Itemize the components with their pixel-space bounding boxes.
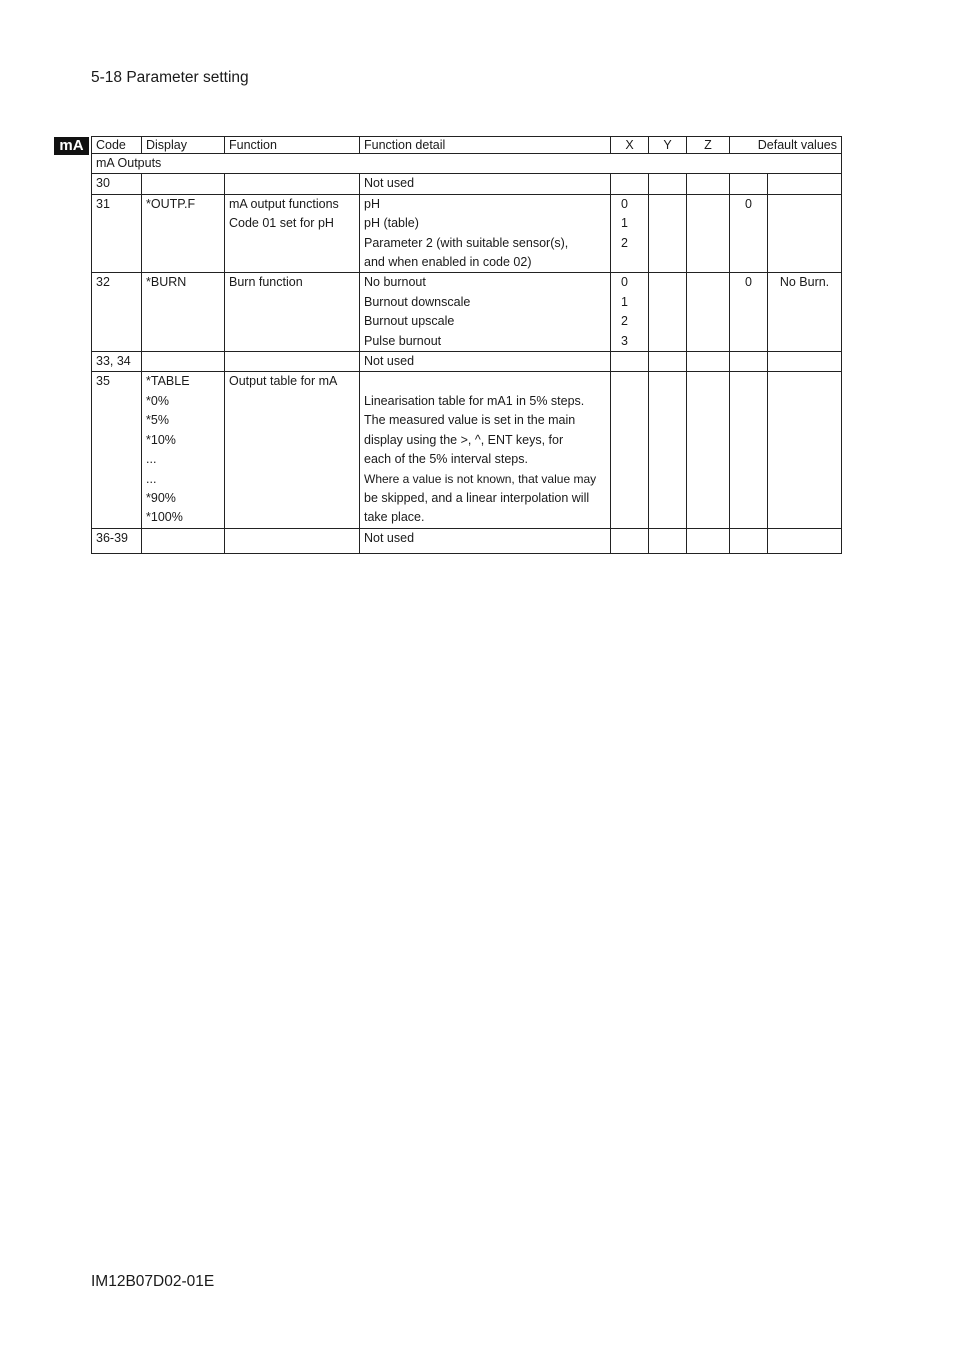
x-value: 1 bbox=[621, 216, 628, 231]
cell-display bbox=[142, 352, 225, 372]
cell-default-value bbox=[730, 352, 768, 372]
cell-function: Output table for mA bbox=[225, 372, 360, 528]
cell-x bbox=[611, 174, 649, 194]
cell-default-value bbox=[730, 372, 768, 528]
display-line: *0% bbox=[146, 393, 169, 408]
cell-z bbox=[687, 273, 730, 352]
detail-line bbox=[364, 372, 606, 391]
display-line: ... bbox=[146, 452, 157, 467]
group-title: mA Outputs bbox=[92, 154, 842, 174]
cell-detail bbox=[360, 372, 611, 528]
cell-detail: Not used bbox=[360, 528, 611, 553]
cell-function bbox=[225, 528, 360, 553]
cell-y bbox=[649, 528, 687, 553]
cell-y bbox=[649, 352, 687, 372]
cell-display bbox=[142, 372, 225, 528]
table-row bbox=[92, 352, 842, 372]
function-line: Code 01 set for pH bbox=[229, 216, 334, 231]
cell-z bbox=[687, 372, 730, 528]
display-line: ... bbox=[146, 471, 157, 486]
document-id: IM12B07D02-01E bbox=[91, 1273, 215, 1290]
display-line: *5% bbox=[146, 413, 169, 428]
detail-line: take place. bbox=[364, 510, 425, 525]
display-line: *100% bbox=[146, 510, 183, 525]
cell-y bbox=[649, 194, 687, 273]
detail-line: pH bbox=[364, 196, 380, 211]
header-function: Function bbox=[225, 137, 360, 154]
page-title: 5-18 Parameter setting bbox=[91, 69, 249, 86]
cell-default-text: No Burn. bbox=[768, 273, 842, 352]
table-row bbox=[92, 174, 842, 194]
cell-code: 33, 34 bbox=[92, 352, 142, 372]
detail-line: No burnout bbox=[364, 275, 426, 290]
table-row bbox=[92, 528, 842, 553]
table-group-row bbox=[92, 154, 842, 174]
cell-x bbox=[611, 372, 649, 528]
cell-code: 31 bbox=[92, 194, 142, 273]
cell-code: 32 bbox=[92, 273, 142, 352]
display-line: *90% bbox=[146, 490, 176, 505]
cell-detail: Not used bbox=[360, 174, 611, 194]
display-line: *10% bbox=[146, 432, 176, 447]
cell-default-text bbox=[768, 352, 842, 372]
cell-x bbox=[611, 528, 649, 553]
header-y: Y bbox=[649, 137, 687, 154]
cell-y bbox=[649, 372, 687, 528]
detail-line: The measured value is set in the main bbox=[364, 413, 576, 428]
detail-line: and when enabled in code 02) bbox=[364, 255, 532, 270]
detail-line: display using the >, ^, ENT keys, for bbox=[364, 432, 564, 447]
cell-display bbox=[142, 174, 225, 194]
cell-default-text bbox=[768, 194, 842, 273]
x-value: 0 bbox=[621, 196, 628, 211]
cell-code: 35 bbox=[92, 372, 142, 528]
x-value: 0 bbox=[621, 275, 628, 290]
detail-line: each of the 5% interval steps. bbox=[364, 452, 528, 467]
header-default-values: Default values bbox=[730, 137, 842, 154]
cell-z bbox=[687, 194, 730, 273]
detail-line: Burnout upscale bbox=[364, 314, 455, 329]
cell-default-value: 0 bbox=[730, 194, 768, 273]
cell-detail bbox=[360, 194, 611, 273]
cell-display: *OUTP.F bbox=[142, 194, 225, 273]
detail-line: Pulse burnout bbox=[364, 333, 442, 348]
table-row bbox=[92, 273, 842, 352]
cell-z bbox=[687, 352, 730, 372]
cell-z bbox=[687, 528, 730, 553]
cell-y bbox=[649, 273, 687, 352]
cell-z bbox=[687, 174, 730, 194]
x-value: 2 bbox=[621, 235, 628, 250]
header-code: Code bbox=[92, 137, 142, 154]
cell-default-text bbox=[768, 174, 842, 194]
cell-default-value bbox=[730, 174, 768, 194]
cell-function bbox=[225, 174, 360, 194]
x-value: 1 bbox=[621, 294, 628, 309]
cell-x bbox=[611, 273, 649, 352]
cell-detail: Not used bbox=[360, 352, 611, 372]
x-value: 3 bbox=[621, 333, 628, 348]
cell-function bbox=[225, 352, 360, 372]
cell-code: 36-39 bbox=[92, 528, 142, 553]
cell-x bbox=[611, 352, 649, 372]
detail-line: Where a value is not known, that value may bbox=[364, 471, 597, 486]
header-z: Z bbox=[687, 137, 730, 154]
cell-function: Burn function bbox=[225, 273, 360, 352]
cell-default-value: 0 bbox=[730, 273, 768, 352]
cell-default-value bbox=[730, 528, 768, 553]
cell-code: 30 bbox=[92, 174, 142, 194]
cell-function bbox=[225, 194, 360, 273]
cell-display bbox=[142, 528, 225, 553]
function-line: mA output functions bbox=[229, 196, 339, 211]
parameter-table bbox=[91, 136, 842, 554]
cell-y bbox=[649, 174, 687, 194]
table-row bbox=[92, 194, 842, 273]
header-x: X bbox=[611, 137, 649, 154]
x-value: 2 bbox=[621, 314, 628, 329]
display-line: *TABLE bbox=[146, 374, 190, 389]
detail-line: Parameter 2 (with suitable sensor(s), bbox=[364, 235, 569, 250]
detail-line: be skipped, and a linear interpolation will bbox=[364, 490, 590, 505]
header-display: Display bbox=[142, 137, 225, 154]
cell-display: *BURN bbox=[142, 273, 225, 352]
detail-line: Burnout downscale bbox=[364, 294, 471, 309]
header-function-detail: Function detail bbox=[360, 137, 611, 154]
table-row bbox=[92, 372, 842, 528]
cell-default-text bbox=[768, 372, 842, 528]
cell-x bbox=[611, 194, 649, 273]
section-tab-ma: mA bbox=[54, 137, 89, 155]
cell-detail bbox=[360, 273, 611, 352]
table-header-row bbox=[92, 137, 842, 154]
detail-line: Linearisation table for mA1 in 5% steps. bbox=[364, 393, 585, 408]
detail-line: pH (table) bbox=[364, 216, 419, 231]
cell-default-text bbox=[768, 528, 842, 553]
